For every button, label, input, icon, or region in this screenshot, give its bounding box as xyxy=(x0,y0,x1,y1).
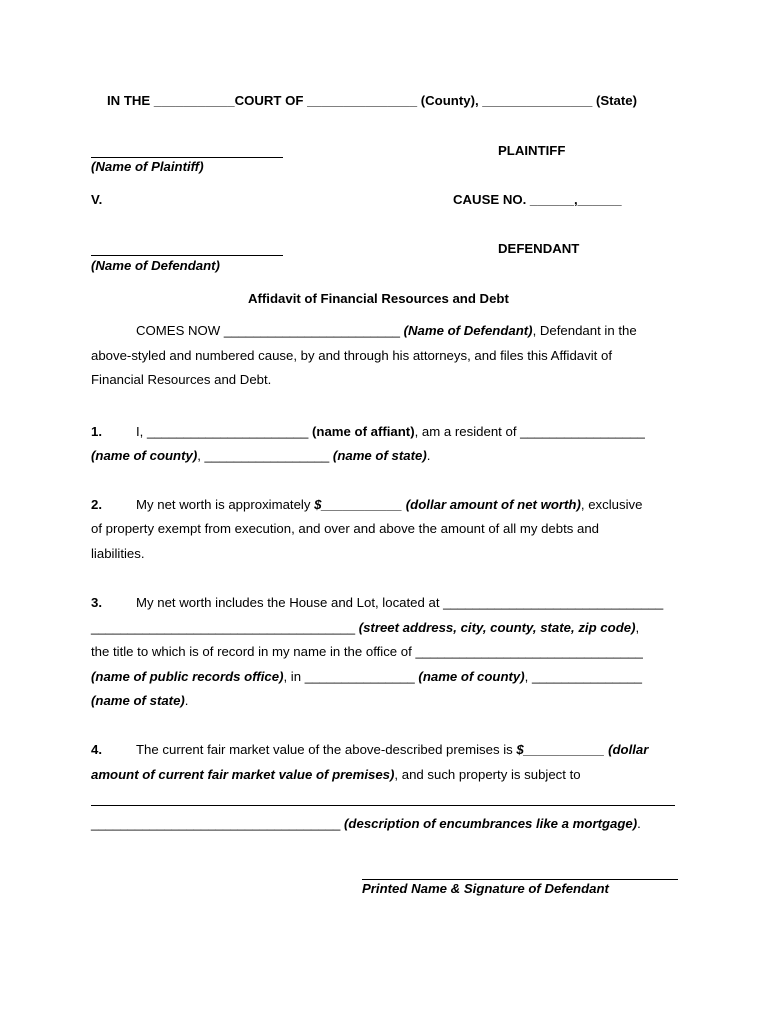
para-3-line-1: My net worth includes the House and Lot, located at ______________________________ xyxy=(136,595,664,610)
para-4-line-2 xyxy=(91,767,581,783)
defendant-name-label: (Name of Defendant) xyxy=(91,258,220,273)
intro-rest: , Defendant in the xyxy=(532,323,637,338)
name-of-county-label: (name of county) xyxy=(418,669,525,684)
court-caption-line: IN THE ___________COURT OF _______________ (County), _______________ (State) xyxy=(107,93,638,108)
para-3-line-5 xyxy=(91,693,188,709)
versus-label: V. xyxy=(91,192,103,207)
name-of-state-label: (name of state) xyxy=(332,448,427,463)
plaintiff-name-label: (Name of Plaintiff) xyxy=(91,159,204,174)
plaintiff-role: PLAINTIFF xyxy=(498,143,566,158)
resident-of-text: , am a resident of _________________ xyxy=(414,424,645,439)
exclusive-text: , exclusive xyxy=(580,497,643,512)
para-2-line-2: of property exempt from execution, and over and above the amount of all my debts and xyxy=(91,521,600,536)
defendant-role: DEFENDANT xyxy=(498,241,580,256)
para-1-line-2 xyxy=(91,448,430,464)
name-of-county-label: (name of county) xyxy=(91,448,198,463)
address-blank-text: ____________________________________ xyxy=(91,620,359,635)
period: . xyxy=(426,448,431,463)
in-blank-text: , in _______________ xyxy=(283,669,419,684)
para-2-line-1 xyxy=(136,497,642,513)
name-of-state-label: (name of state) xyxy=(91,693,185,708)
para-1-number: 1. xyxy=(91,424,102,439)
signature-line[interactable] xyxy=(362,879,678,880)
net-worth-text: My net worth is approximately xyxy=(136,497,315,512)
intro-line-3: Financial Resources and Debt. xyxy=(91,372,272,387)
fair-market-text: The current fair market value of the above-described premises is xyxy=(136,742,517,757)
defendant-name-blank[interactable] xyxy=(91,255,283,256)
para-4-line-1 xyxy=(136,742,648,758)
para-3-line-2 xyxy=(91,620,639,636)
document-title: Affidavit of Financial Resources and Debt xyxy=(248,291,509,306)
para-2-line-3: liabilities. xyxy=(91,546,145,561)
para-3-line-3: the title to which is of record in my name in the office of _______________________________ xyxy=(91,644,643,659)
encumbrances-label: (description of encumbrances like a mortgage) xyxy=(344,816,638,831)
para-3-number: 3. xyxy=(91,595,102,610)
name-of-defendant-label: (Name of Defendant) xyxy=(403,323,533,338)
dollar-amount-net-worth-label: $___________ (dollar amount of net worth) xyxy=(314,497,581,512)
state-blank-text: , _________________ xyxy=(197,448,333,463)
para-4-number: 4. xyxy=(91,742,102,757)
comma: , xyxy=(635,620,640,635)
para-4-line-4 xyxy=(91,816,641,832)
name-of-affiant-label: (name of affiant) xyxy=(312,424,415,439)
comes-now-text: COMES NOW ________________________ xyxy=(136,323,404,338)
plaintiff-name-blank[interactable] xyxy=(91,157,283,158)
intro-line-2: above-styled and numbered cause, by and through his attorneys, and files this Affidavit of xyxy=(91,348,612,363)
signature-label: Printed Name & Signature of Defendant xyxy=(362,881,609,896)
para-2-number: 2. xyxy=(91,497,102,512)
street-address-label: (street address, city, county, state, zip code) xyxy=(358,620,636,635)
encumbrances-blank-line[interactable] xyxy=(91,805,675,806)
cause-number: CAUSE NO. ______,______ xyxy=(453,192,622,207)
period: . xyxy=(637,816,641,831)
period: . xyxy=(184,693,189,708)
dollar-amount-label: $___________ (dollar xyxy=(516,742,649,757)
para-3-line-4 xyxy=(91,669,642,685)
fair-market-value-label: amount of current fair market value of premises) xyxy=(91,767,395,782)
intro-line-1 xyxy=(136,323,637,339)
affiant-blank-text: I, ______________________ xyxy=(136,424,313,439)
encumbrance-blank-text: __________________________________ xyxy=(91,816,345,831)
public-records-office-label: (name of public records office) xyxy=(91,669,284,684)
subject-to-text: , and such property is subject to xyxy=(394,767,581,782)
state-blank-text: , _______________ xyxy=(524,669,642,684)
para-1-line-1 xyxy=(136,424,645,440)
